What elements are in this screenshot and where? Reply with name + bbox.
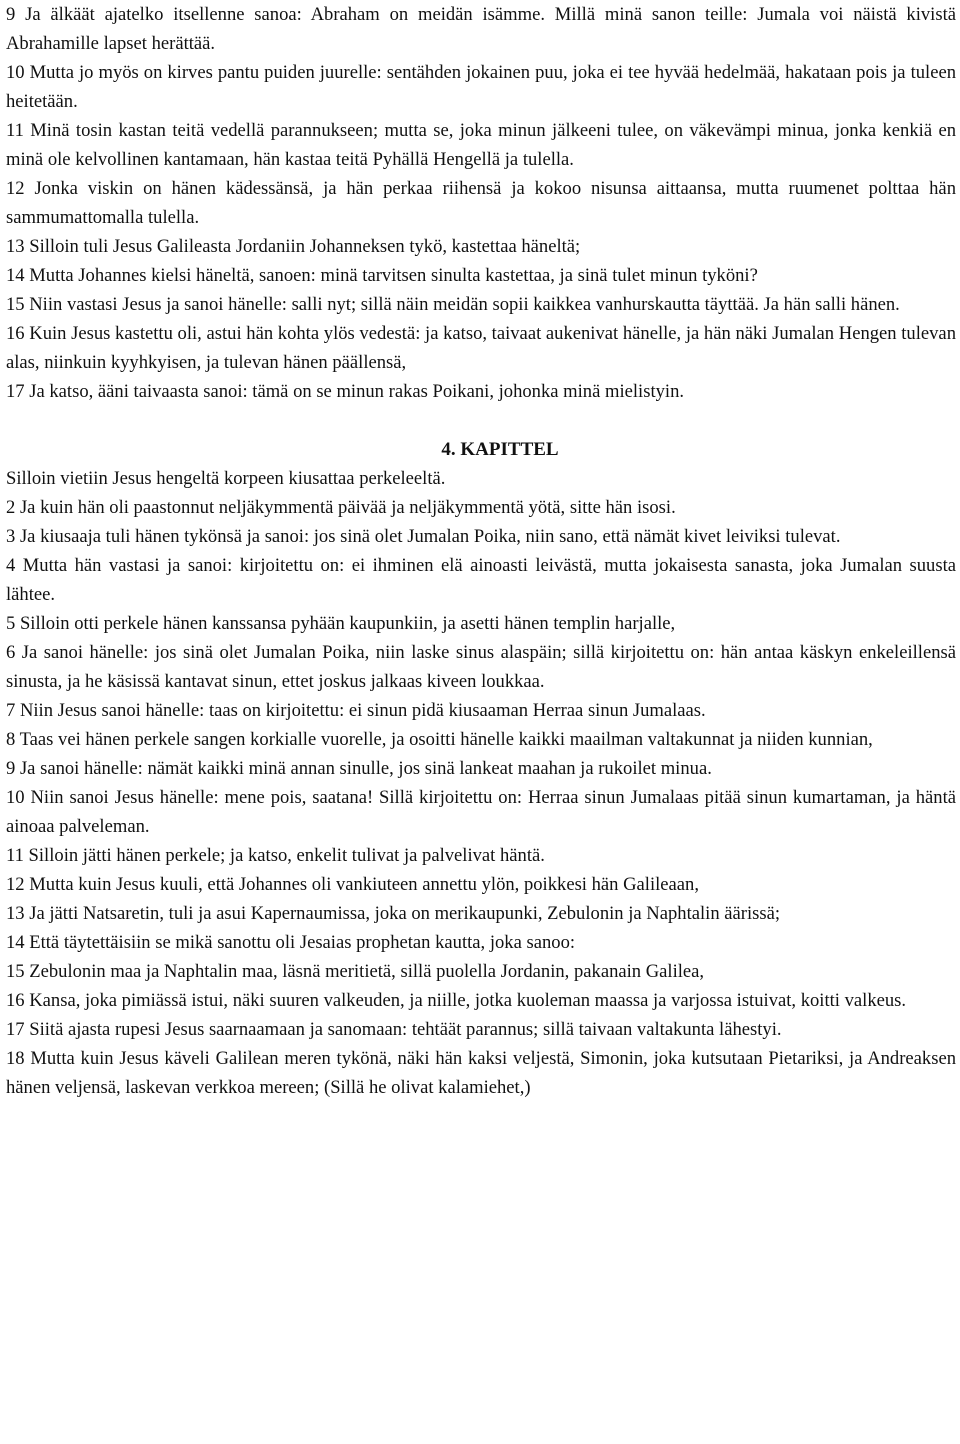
chapter-4-verse-3: 3 Ja kiusaaja tuli hänen tykönsä ja sanoi: jos sinä olet Jumalan Poika, niin sano, että nämät kivet leiviksi tulevat. bbox=[6, 526, 841, 547]
chapter-4-verse-11: 11 Silloin jätti hänen perkele; ja katso, enkelit tulivat ja palvelivat häntä. bbox=[6, 845, 545, 866]
verse-17: 17 Ja katso, ääni taivaasta sanoi: tämä on se minun rakas Poikani, johonka minä mielistyin. bbox=[6, 381, 685, 402]
verse-9: 9 Ja älkäät ajatelko itsellenne sanoa: Abraham on meidän isämme. Millä minä sanon teille: Jumala voi näistä kivistä Abrahamille lapset herättää. bbox=[6, 4, 956, 54]
chapter-heading: 4. KAPITTEL bbox=[441, 439, 559, 460]
chapter-4-verse-6: 6 Ja sanoi hänelle: jos sinä olet Jumalan Poika, niin laske sinus alaspäin; sillä kirjoitettu on: hän antaa käskyn enkeleillensä sinusta, ja he käsissä kantavat sinun, ettet joskus jalkaas kiveen loukkaa. bbox=[6, 642, 956, 692]
chapter-4-verse-1: Silloin vietiin Jesus hengeltä korpeen kiusattaa perkeleeltä. bbox=[6, 468, 446, 489]
verse-13: 13 Silloin tuli Jesus Galileasta Jordaniin Johanneksen tykö, kastettaa häneltä; bbox=[6, 236, 581, 257]
chapter-4-verse-13: 13 Ja jätti Natsaretin, tuli ja asui Kapernaumissa, joka on merikaupunki, Zebulonin ja Naphtalin äärissä; bbox=[6, 903, 781, 924]
chapter-4-verse-17: 17 Siitä ajasta rupesi Jesus saarnaamaan ja sanomaan: tehtäät parannus; sillä taivaan valtakunta lähestyi. bbox=[6, 1019, 782, 1040]
verse-14: 14 Mutta Johannes kielsi häneltä, sanoen: minä tarvitsen sinulta kastettaa, ja sinä tulet minun tyköni? bbox=[6, 265, 758, 286]
chapter-4-verse-15: 15 Zebulonin maa ja Naphtalin maa, läsnä meritietä, sillä puolella Jordanin, pakanain Galilea, bbox=[6, 961, 705, 982]
chapter-4-verse-7: 7 Niin Jesus sanoi hänelle: taas on kirjoitettu: ei sinun pidä kiusaaman Herraa sinun Jumalaas. bbox=[6, 700, 706, 721]
chapter-4-verse-5: 5 Silloin otti perkele hänen kanssansa pyhään kaupunkiin, ja asetti hänen templin harjalle, bbox=[6, 613, 676, 634]
chapter-4-verse-18: 18 Mutta kuin Jesus käveli Galilean meren tykönä, näki hän kaksi veljestä, Simonin, joka kutsutaan Pietariksi, ja Andreaksen hänen veljensä, laskevan verkkoa mereen; (Sillä he olivat kalamiehet,) bbox=[6, 1048, 956, 1098]
chapter-4-verse-8: 8 Taas vei hänen perkele sangen korkialle vuorelle, ja osoitti hänelle kaikki maailman valtakunnat ja niiden kunnian, bbox=[6, 729, 873, 750]
document-page bbox=[6, 0, 956, 1102]
chapter-4-verse-12: 12 Mutta kuin Jesus kuuli, että Johannes oli vankiuteen annettu ylön, poikkesi hän Galileaan, bbox=[6, 874, 699, 895]
verse-16: 16 Kuin Jesus kastettu oli, astui hän kohta ylös vedestä: ja katso, taivaat aukenivat hänelle, ja hän näki Jumalan Hengen tulevan alas, niinkuin kyyhkyisen, ja tulevan hänen päällensä, bbox=[6, 323, 956, 373]
chapter-4-verse-16: 16 Kansa, joka pimiässä istui, näki suuren valkeuden, ja niille, jotka kuoleman maassa ja varjossa istuivat, koitti valkeus. bbox=[6, 990, 907, 1011]
chapter-4-verse-10: 10 Niin sanoi Jesus hänelle: mene pois, saatana! Sillä kirjoitettu on: Herraa sinun Jumalaas pitää sinun kumartaman, ja häntä ainoaa palveleman. bbox=[6, 787, 956, 837]
verse-11: 11 Minä tosin kastan teitä vedellä parannukseen; mutta se, joka minun jälkeeni tulee, on väkevämpi minua, jonka kenkiä en minä ole kelvollinen kantamaan, hän kastaa teitä Pyhällä Hengellä ja tulella. bbox=[6, 120, 956, 170]
verse-15: 15 Niin vastasi Jesus ja sanoi hänelle: salli nyt; sillä näin meidän sopii kaikkea vanhurskautta täyttää. Ja hän salli hänen. bbox=[6, 294, 900, 315]
verse-10: 10 Mutta jo myös on kirves pantu puiden juurelle: sentähden jokainen puu, joka ei tee hyvää hedelmää, hakataan pois ja tuleen heitetään. bbox=[6, 62, 956, 112]
previous-chapter-section bbox=[6, 0, 956, 406]
verse-12: 12 Jonka viskin on hänen kädessänsä, ja hän perkaa riihensä ja kokoo nisunsa aittaansa, mutta ruumenet polttaa hän sammumattomalla tulella. bbox=[6, 178, 956, 228]
section-spacer bbox=[6, 406, 956, 435]
chapter-4-section bbox=[6, 464, 956, 1102]
chapter-4-verse-14: 14 Että täytettäisiin se mikä sanottu oli Jesaias prophetan kautta, joka sanoo: bbox=[6, 932, 576, 953]
chapter-4-verse-2: 2 Ja kuin hän oli paastonnut neljäkymmentä päivää ja neljäkymmentä yötä, sitte hän isosi. bbox=[6, 497, 676, 518]
chapter-4-verse-4: 4 Mutta hän vastasi ja sanoi: kirjoitettu on: ei ihminen elä ainoasti leivästä, mutta jokaisesta sanasta, joka Jumalan suusta lähtee. bbox=[6, 555, 956, 605]
chapter-4-verse-9: 9 Ja sanoi hänelle: nämät kaikki minä annan sinulle, jos sinä lankeat maahan ja rukoilet minua. bbox=[6, 758, 712, 779]
